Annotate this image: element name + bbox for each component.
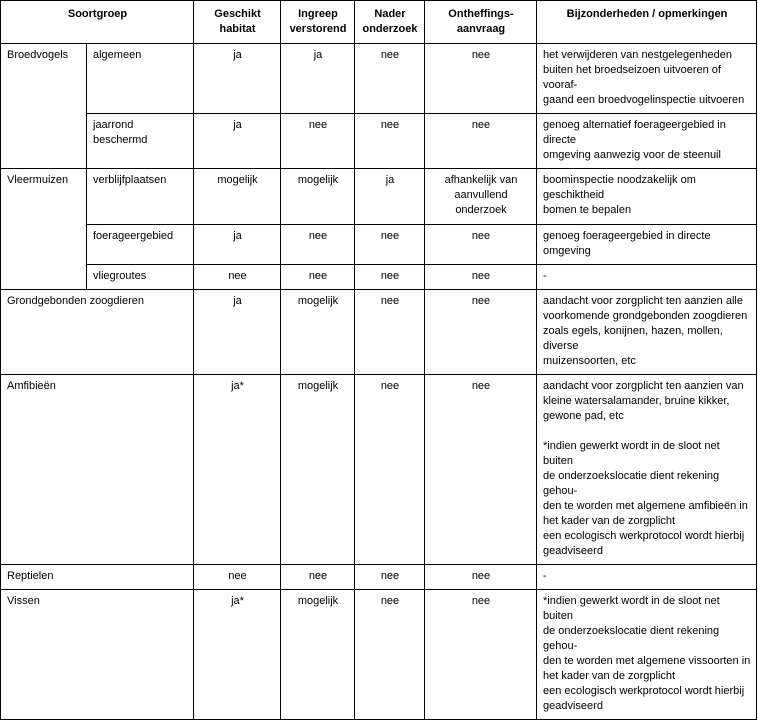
opmerking-zorgplicht: aandacht voor zorgplicht ten aanzien van kleine watersalamander, bruine kikker, gewone pad, etc [543,380,744,422]
table-row-vleermuizen-verblijfplaatsen [1,169,757,225]
table-row-vissen [1,590,757,720]
cell-habitat: ja [194,290,281,375]
cell-ontheffing: nee [425,225,537,265]
cell-ontheffing: nee [425,265,537,290]
cell-ontheffing: nee [425,590,537,720]
sub-foerageergebied: foerageergebied [87,225,194,265]
cell-opmerking: genoeg alternatief foerageergebied in directe omgeving aanwezig voor de steenuil [537,114,757,169]
cell-habitat: nee [194,565,281,590]
cell-ontheffing: afhankelijk van aanvullend onderzoek [425,169,537,225]
cell-habitat: mogelijk [194,169,281,225]
cell-habitat: nee [194,265,281,290]
cell-nader: nee [355,225,425,265]
header-bijzonderheden: Bijzonderheden / opmerkingen [537,1,757,44]
cell-ingreep: nee [281,114,355,169]
cell-opmerking: genoeg foerageergebied in directe omgeving [537,225,757,265]
cell-opmerking: boominspectie noodzakelijk om geschiktheid bomen te bepalen [537,169,757,225]
group-reptielen: Reptielen [1,565,194,590]
cell-nader: nee [355,265,425,290]
cell-opmerking [537,375,757,565]
cell-opmerking: *indien gewerkt wordt in de sloot net buiten de onderzoekslocatie dient rekening gehou- den te worden met algemene vissoorten in het kader van de zorgplicht een ecologisch werkprotocol wordt hierbij geadviseerd [537,590,757,720]
cell-opmerking: - [537,265,757,290]
cell-ontheffing: nee [425,44,537,114]
cell-nader: nee [355,375,425,565]
table-row-vleermuizen-foerageergebied [1,225,757,265]
cell-ontheffing: nee [425,114,537,169]
table-row-grondgebonden-zoogdieren [1,290,757,375]
cell-nader: nee [355,565,425,590]
cell-ingreep: mogelijk [281,169,355,225]
cell-nader: ja [355,169,425,225]
group-vleermuizen: Vleermuizen [1,169,87,290]
table-row-amfibieen [1,375,757,565]
sub-algemeen: algemeen [87,44,194,114]
header-ontheffingsaanvraag: Ontheffings-aanvraag [425,1,537,44]
cell-habitat: ja [194,44,281,114]
sub-verblijfplaatsen: verblijfplaatsen [87,169,194,225]
group-amfibieen: Amfibieën [1,375,194,565]
header-row [1,1,757,44]
cell-opmerking: - [537,565,757,590]
cell-ingreep: nee [281,565,355,590]
cell-habitat: ja* [194,375,281,565]
cell-habitat: ja* [194,590,281,720]
cell-opmerking: het verwijderen van nestgelegenheden buiten het broedseizoen uitvoeren of vooraf- gaand een broedvogelinspectie uitvoeren [537,44,757,114]
cell-ontheffing: nee [425,375,537,565]
cell-opmerking: aandacht voor zorgplicht ten aanzien alle voorkomende grondgebonden zoogdieren zoals egels, konijnen, hazen, mollen, diverse muizensoorten, etc [537,290,757,375]
header-geschikt-habitat: Geschikt habitat [194,1,281,44]
cell-ingreep: nee [281,265,355,290]
header-nader-onderzoek: Nader onderzoek [355,1,425,44]
sub-jaarrond-beschermd: jaarrond beschermd [87,114,194,169]
cell-nader: nee [355,114,425,169]
sub-vliegroutes: vliegroutes [87,265,194,290]
header-soortgroep: Soortgroep [1,1,194,44]
cell-ingreep: mogelijk [281,590,355,720]
cell-nader: nee [355,290,425,375]
group-grondgebonden-zoogdieren: Grondgebonden zoogdieren [1,290,194,375]
table-row-broedvogels-jaarrond [1,114,757,169]
group-vissen: Vissen [1,590,194,720]
cell-nader: nee [355,44,425,114]
cell-ingreep: mogelijk [281,290,355,375]
group-broedvogels: Broedvogels [1,44,87,169]
cell-ingreep: ja [281,44,355,114]
table-row-broedvogels-algemeen [1,44,757,114]
cell-ingreep: mogelijk [281,375,355,565]
cell-ingreep: nee [281,225,355,265]
table-row-reptielen [1,565,757,590]
cell-nader: nee [355,590,425,720]
cell-habitat: ja [194,225,281,265]
header-ingreep-verstorend: Ingreep verstorend [281,1,355,44]
table-row-vleermuizen-vliegroutes [1,265,757,290]
opmerking-sloot: *indien gewerkt wordt in de sloot net buiten de onderzoekslocatie dient rekening gehou- den te worden met algemene amfibieën in het kader van de zorgplicht een ecologisch werkprotocol wordt hierbij geadviseerd [543,440,748,557]
cell-habitat: ja [194,114,281,169]
cell-ontheffing: nee [425,290,537,375]
cell-ontheffing: nee [425,565,537,590]
